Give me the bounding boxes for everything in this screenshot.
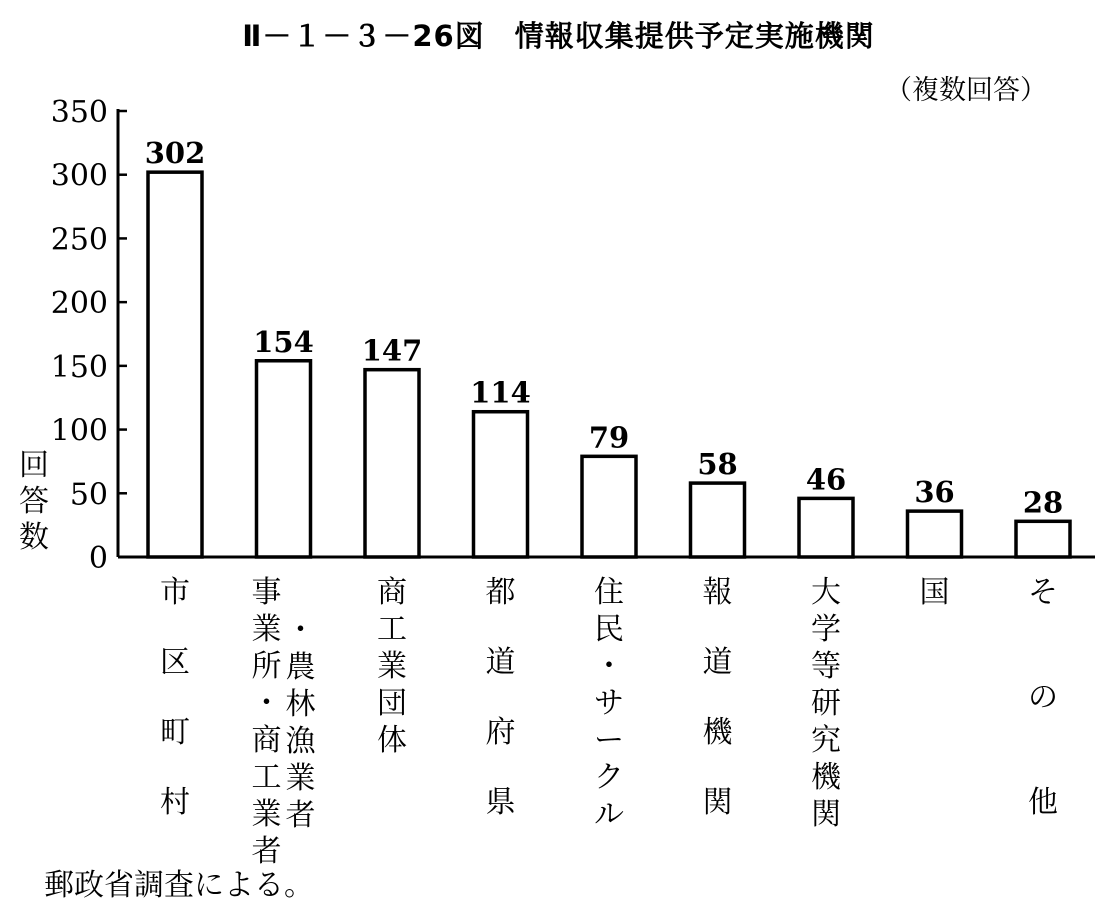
bar: [582, 456, 636, 557]
bar: [691, 483, 745, 557]
bar-value-label: 114: [470, 375, 531, 410]
x-axis-category-label-column: そ の 他: [1028, 575, 1058, 820]
y-axis-tick-label: 150: [50, 349, 108, 385]
bar-value-label: 28: [1022, 485, 1064, 520]
x-axis-category-label-column: 商 工 業 団 体: [377, 575, 407, 758]
x-axis-category-label-column: 住 民 ・ サ ー ク ル: [594, 575, 624, 832]
x-axis-category-label-column: 大 学 等 研 究 機 関: [811, 575, 841, 832]
x-axis-category-label-column: ・ 農 林 漁 業 者: [285, 613, 316, 833]
y-axis-tick-label: 250: [50, 222, 108, 258]
x-axis-category-label-column: 都 道 府 県: [485, 575, 516, 820]
y-axis-label-char: 数: [19, 520, 49, 555]
y-axis-tick-label: 200: [50, 286, 108, 322]
bar: [148, 172, 202, 557]
multiple-answer-note: （複数回答）: [885, 75, 1047, 106]
y-axis-tick-label: 300: [50, 158, 108, 194]
chart-title: Ⅱ－１－３－26図 情報収集提供予定実施機関: [242, 19, 875, 53]
bar: [257, 361, 311, 557]
y-axis-label-char: 回: [19, 448, 49, 483]
bar-value-label: 58: [697, 447, 738, 482]
source-note: 郵政省調査による。: [44, 868, 314, 903]
bar-value-label: 79: [588, 420, 630, 455]
x-axis-category-label-column: 国: [919, 575, 950, 610]
bar-value-label: 302: [144, 136, 206, 171]
y-axis-tick-label: 100: [50, 413, 108, 449]
bar: [908, 511, 962, 557]
x-axis-category-label-column: 報 道 機 関: [702, 575, 733, 820]
bar-value-label: 147: [361, 333, 423, 368]
x-axis-category-label-column: 事 業 所 ・ 商 工 業 者: [251, 575, 282, 869]
bar-value-label: 154: [253, 324, 314, 359]
bar: [365, 370, 419, 557]
bar: [474, 412, 528, 557]
y-axis-tick-label: 0: [88, 541, 108, 576]
x-axis-category-label-column: 市 区 町 村: [160, 575, 190, 820]
y-axis-tick-label: 350: [50, 95, 108, 130]
bar: [799, 498, 853, 557]
bar-value-label: 46: [805, 462, 847, 497]
bar: [1016, 521, 1070, 557]
y-axis-label-char: 答: [19, 484, 49, 519]
y-axis-tick-label: 50: [69, 477, 108, 513]
bar-value-label: 36: [914, 475, 955, 510]
